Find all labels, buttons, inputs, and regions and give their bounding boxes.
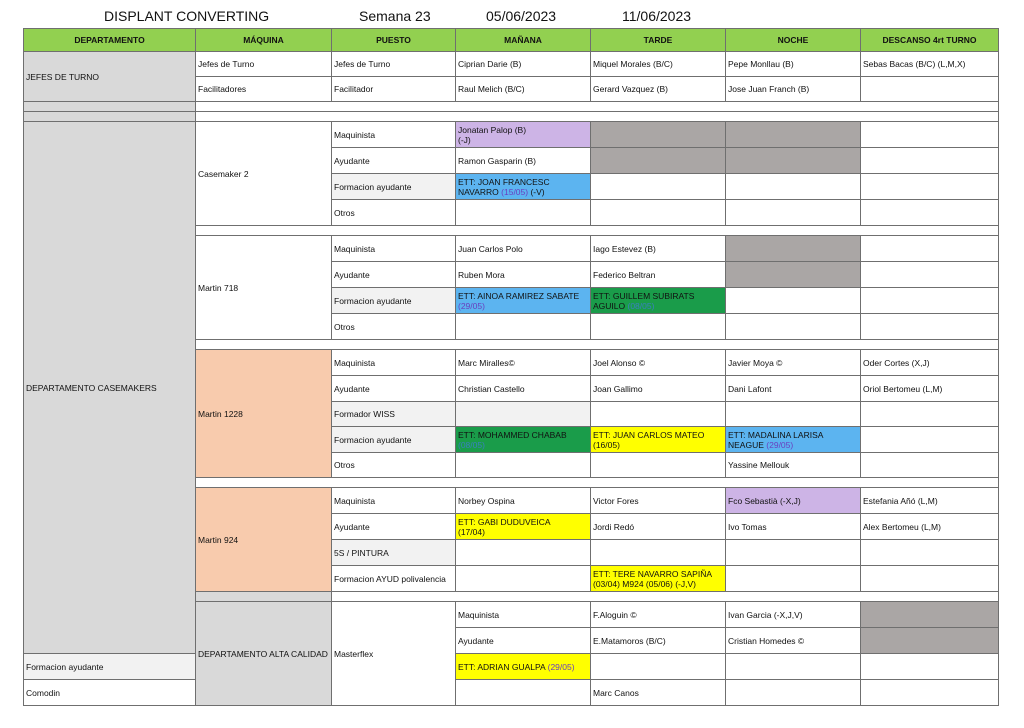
tarde-cell-unavailable [591, 122, 726, 148]
manana-cell[interactable] [456, 540, 591, 566]
tarde-cell[interactable] [591, 402, 726, 427]
table-row [24, 680, 999, 706]
manana-cell[interactable] [456, 314, 591, 340]
table-row [24, 122, 999, 148]
descanso-cell[interactable]: Oder Cortes (X,J) [861, 350, 999, 376]
worker-note: (-V) [528, 186, 545, 197]
worker-name: Jonatan Palop (B) [458, 124, 527, 135]
start-date: 05/06/2023 [486, 8, 557, 24]
worker-name: ETT: AINOA RAMIREZ SABATE [458, 290, 580, 301]
puesto-cell[interactable]: 5S / PINTURA [332, 540, 456, 566]
tarde-cell[interactable] [591, 566, 726, 592]
puesto-cell[interactable]: Otros [332, 314, 456, 340]
noche-cell[interactable] [726, 680, 861, 706]
descanso-cell[interactable] [861, 288, 999, 314]
descanso-cell[interactable]: Oriol Bertomeu (L,M) [861, 376, 999, 402]
tarde-cell[interactable]: Joel Alonso © [591, 350, 726, 376]
puesto-cell[interactable]: Formacion ayudante [332, 427, 456, 453]
col-header-maquina: MÁQUINA [196, 29, 332, 52]
tarde-cell[interactable]: Victor Fores [591, 488, 726, 514]
separator-cell [24, 112, 196, 122]
descanso-cell[interactable] [861, 540, 999, 566]
manana-cell[interactable]: F.Aloguin © [591, 602, 726, 628]
noche-cell[interactable]: Fco Sebastià (-X,J) [726, 488, 861, 514]
manana-cell[interactable] [456, 402, 591, 427]
manana-cell[interactable]: Ruben Mora [456, 262, 591, 288]
tarde-cell[interactable]: Marc Canos [591, 680, 726, 706]
noche-cell[interactable]: Pepe Monllau (B) [726, 52, 861, 77]
week-label: Semana 23 [359, 8, 431, 24]
tarde-cell[interactable]: Jordi Redó [591, 514, 726, 540]
worker-name: ETT: MOHAMMED CHABAB [458, 429, 567, 440]
descanso-cell[interactable]: Estefania Añó (L,M) [861, 488, 999, 514]
noche-cell[interactable] [726, 540, 861, 566]
puesto-cell[interactable]: Ayudante [332, 514, 456, 540]
puesto-cell[interactable]: Maquinista [332, 488, 456, 514]
dept-jefes: JEFES DE TURNO [24, 52, 196, 102]
noche-cell[interactable] [726, 200, 861, 226]
manana-cell[interactable] [456, 453, 591, 478]
manana-cell[interactable] [456, 122, 591, 148]
noche-cell[interactable]: Javier Moya © [726, 350, 861, 376]
puesto-cell[interactable]: Maquinista [332, 350, 456, 376]
worker-name: ETT: MADALINA LARISA NEAGUE [728, 429, 823, 450]
puesto-cell[interactable]: Otros [332, 200, 456, 226]
start-date-label: (15/05) [501, 186, 529, 197]
noche-cell[interactable]: Jose Juan Franch (B) [726, 77, 861, 102]
puesto-cell[interactable]: Formacion ayudante [332, 174, 456, 200]
manana-cell[interactable] [456, 654, 591, 680]
separator-row [24, 112, 999, 122]
company-title: DISPLANT CONVERTING [104, 8, 270, 24]
tarde-cell[interactable]: Miquel Morales (B/C) [591, 52, 726, 77]
puesto-cell[interactable]: Ayudante [332, 148, 456, 174]
descanso-cell[interactable] [861, 453, 999, 478]
maquina-cell[interactable]: Martin 924 [196, 488, 332, 592]
puesto-cell[interactable]: Maquinista [456, 602, 591, 628]
table-row [24, 654, 999, 680]
manana-cell[interactable]: Ramon Gasparin (B) [456, 148, 591, 174]
noche-cell[interactable]: Dani Lafont [726, 376, 861, 402]
tarde-cell[interactable] [591, 200, 726, 226]
tarde-cell[interactable]: Federico Beltran [591, 262, 726, 288]
puesto-cell[interactable]: Formacion ayudante [332, 288, 456, 314]
maquina-cell[interactable]: Masterflex [332, 602, 456, 706]
puesto-cell[interactable]: Formador WISS [332, 402, 456, 427]
separator-cell [196, 226, 999, 236]
worker-name: ETT: GABI DUDUVEICA [458, 516, 551, 527]
maquina-cell[interactable]: Facilitadores [196, 77, 332, 102]
manana-cell[interactable] [456, 680, 591, 706]
tarde-cell[interactable] [591, 453, 726, 478]
tarde-cell-unavailable [591, 148, 726, 174]
separator-cell [196, 478, 999, 488]
header-row [24, 29, 999, 52]
noche-cell[interactable]: Yassine Mellouk [726, 453, 861, 478]
descanso-cell[interactable] [861, 314, 999, 340]
end-date: 11/06/2023 [622, 8, 692, 24]
puesto-cell[interactable]: Facilitador [332, 77, 456, 102]
manana-cell[interactable] [456, 200, 591, 226]
manana-cell[interactable] [456, 288, 591, 314]
separator-cell [196, 340, 999, 350]
tarde-cell[interactable]: ETT: JUAN CARLOS MATEO (16/05) [591, 427, 726, 453]
puesto-cell[interactable]: Ayudante [332, 376, 456, 402]
noche-cell[interactable] [726, 402, 861, 427]
separator-cell [24, 102, 196, 112]
tarde-cell[interactable]: Gerard Vazquez (B) [591, 77, 726, 102]
col-header-descanso: DESCANSO 4rt TURNO [861, 29, 999, 52]
puesto-cell[interactable]: Ayudante [456, 628, 591, 654]
col-header-noche: NOCHE [726, 29, 861, 52]
puesto-cell[interactable]: Comodin [24, 680, 196, 706]
tarde-cell[interactable] [591, 174, 726, 200]
separator-row [24, 102, 999, 112]
separator-cell [196, 102, 999, 112]
puesto-cell[interactable]: Ayudante [332, 262, 456, 288]
puesto-cell[interactable]: Otros [332, 453, 456, 478]
maquina-cell[interactable]: Jefes de Turno [196, 52, 332, 77]
manana-cell[interactable] [456, 566, 591, 592]
manana-cell[interactable]: Juan Carlos Polo [456, 236, 591, 262]
maquina-cell[interactable]: Martin 718 [196, 236, 332, 340]
worker-name: ETT: JOAN FRANCESC NAVARRO [458, 176, 550, 197]
descanso-cell[interactable] [861, 174, 999, 200]
tarde-cell[interactable] [591, 288, 726, 314]
noche-cell-unavailable [726, 262, 861, 288]
start-date-label: (08/05) [627, 300, 655, 311]
descanso-cell[interactable] [861, 680, 999, 706]
worker-name: ETT: ADRIAN GUALPA [458, 661, 546, 672]
descanso-cell[interactable] [861, 262, 999, 288]
start-date-label: (17/04) [458, 526, 485, 537]
descanso-cell[interactable]: Sebas Bacas (B/C) (L,M,X) [861, 52, 999, 77]
manana-cell[interactable]: Christian Castello [456, 376, 591, 402]
descanso-cell[interactable] [861, 654, 999, 680]
descanso-cell[interactable] [861, 200, 999, 226]
noche-cell[interactable] [726, 174, 861, 200]
tarde-cell[interactable]: Joan Gallimo [591, 376, 726, 402]
start-date-label: (29/05) [458, 300, 485, 311]
worker-note: (03/04) M924 (05/06) (-J,V) [593, 578, 696, 589]
noche-cell-unavailable [726, 148, 861, 174]
manana-cell[interactable]: Ciprian Darie (B) [456, 52, 591, 77]
puesto-cell[interactable]: Maquinista [332, 122, 456, 148]
separator-cell [196, 112, 999, 122]
start-date-label: (08/05) [458, 439, 485, 450]
tarde-cell[interactable]: Ivan Garcia (-X,J,V) [726, 602, 861, 628]
manana-cell[interactable]: Marc Miralles© [456, 350, 591, 376]
noche-cell[interactable] [726, 566, 861, 592]
noche-cell-unavailable [726, 122, 861, 148]
manana-cell[interactable] [456, 174, 591, 200]
puesto-cell[interactable]: Formacion ayudante [24, 654, 196, 680]
table-row [24, 52, 999, 77]
puesto-cell[interactable]: Maquinista [332, 236, 456, 262]
col-header-manana: MAÑANA [456, 29, 591, 52]
noche-cell[interactable] [726, 427, 861, 453]
worker-note: (-J) [458, 134, 471, 145]
tarde-cell[interactable]: Iago Estevez (B) [591, 236, 726, 262]
worker-name: ETT: GUILLEM SUBIRATS AGUILO [593, 290, 695, 311]
manana-cell[interactable] [456, 427, 591, 453]
schedule-table [23, 28, 999, 706]
noche-cell-unavailable [861, 628, 999, 654]
noche-cell-unavailable [861, 602, 999, 628]
maquina-cell[interactable]: Martin 1228 [196, 350, 332, 478]
col-header-tarde: TARDE [591, 29, 726, 52]
manana-cell[interactable]: E.Matamoros (B/C) [591, 628, 726, 654]
separator-cell [332, 592, 999, 602]
descanso-cell[interactable]: Alex Bertomeu (L,M) [861, 514, 999, 540]
manana-cell[interactable]: Norbey Ospina [456, 488, 591, 514]
tarde-cell[interactable]: Cristian Homedes © [726, 628, 861, 654]
descanso-cell[interactable] [861, 427, 999, 453]
descanso-cell[interactable] [861, 148, 999, 174]
puesto-cell[interactable]: Formacion AYUD polivalencia [332, 566, 456, 592]
noche-cell[interactable] [726, 314, 861, 340]
manana-cell[interactable] [456, 514, 591, 540]
col-header-departamento: DEPARTAMENTO [24, 29, 196, 52]
tarde-cell[interactable] [591, 540, 726, 566]
noche-cell[interactable]: Ivo Tomas [726, 514, 861, 540]
tarde-cell[interactable] [591, 314, 726, 340]
manana-cell[interactable]: Raul Melich (B/C) [456, 77, 591, 102]
descanso-cell[interactable] [861, 566, 999, 592]
separator-cell [196, 592, 332, 602]
worker-name: ETT: TERE NAVARRO SAPIÑA [593, 568, 713, 579]
dept-casemakers: DEPARTAMENTO CASEMAKERS [24, 122, 196, 654]
col-header-puesto: PUESTO [332, 29, 456, 52]
maquina-cell[interactable]: Casemaker 2 [196, 122, 332, 226]
descanso-cell[interactable] [861, 122, 999, 148]
descanso-cell[interactable] [861, 77, 999, 102]
start-date-label: (29/05) [547, 661, 575, 672]
descanso-cell[interactable] [861, 402, 999, 427]
noche-cell-unavailable [726, 236, 861, 262]
descanso-cell[interactable] [861, 236, 999, 262]
noche-cell[interactable] [726, 654, 861, 680]
tarde-cell[interactable] [591, 654, 726, 680]
noche-cell[interactable] [726, 288, 861, 314]
puesto-cell[interactable]: Jefes de Turno [332, 52, 456, 77]
start-date-label: (29/05) [766, 439, 794, 450]
dept-alta-calidad: DEPARTAMENTO ALTA CALIDAD [196, 602, 332, 706]
